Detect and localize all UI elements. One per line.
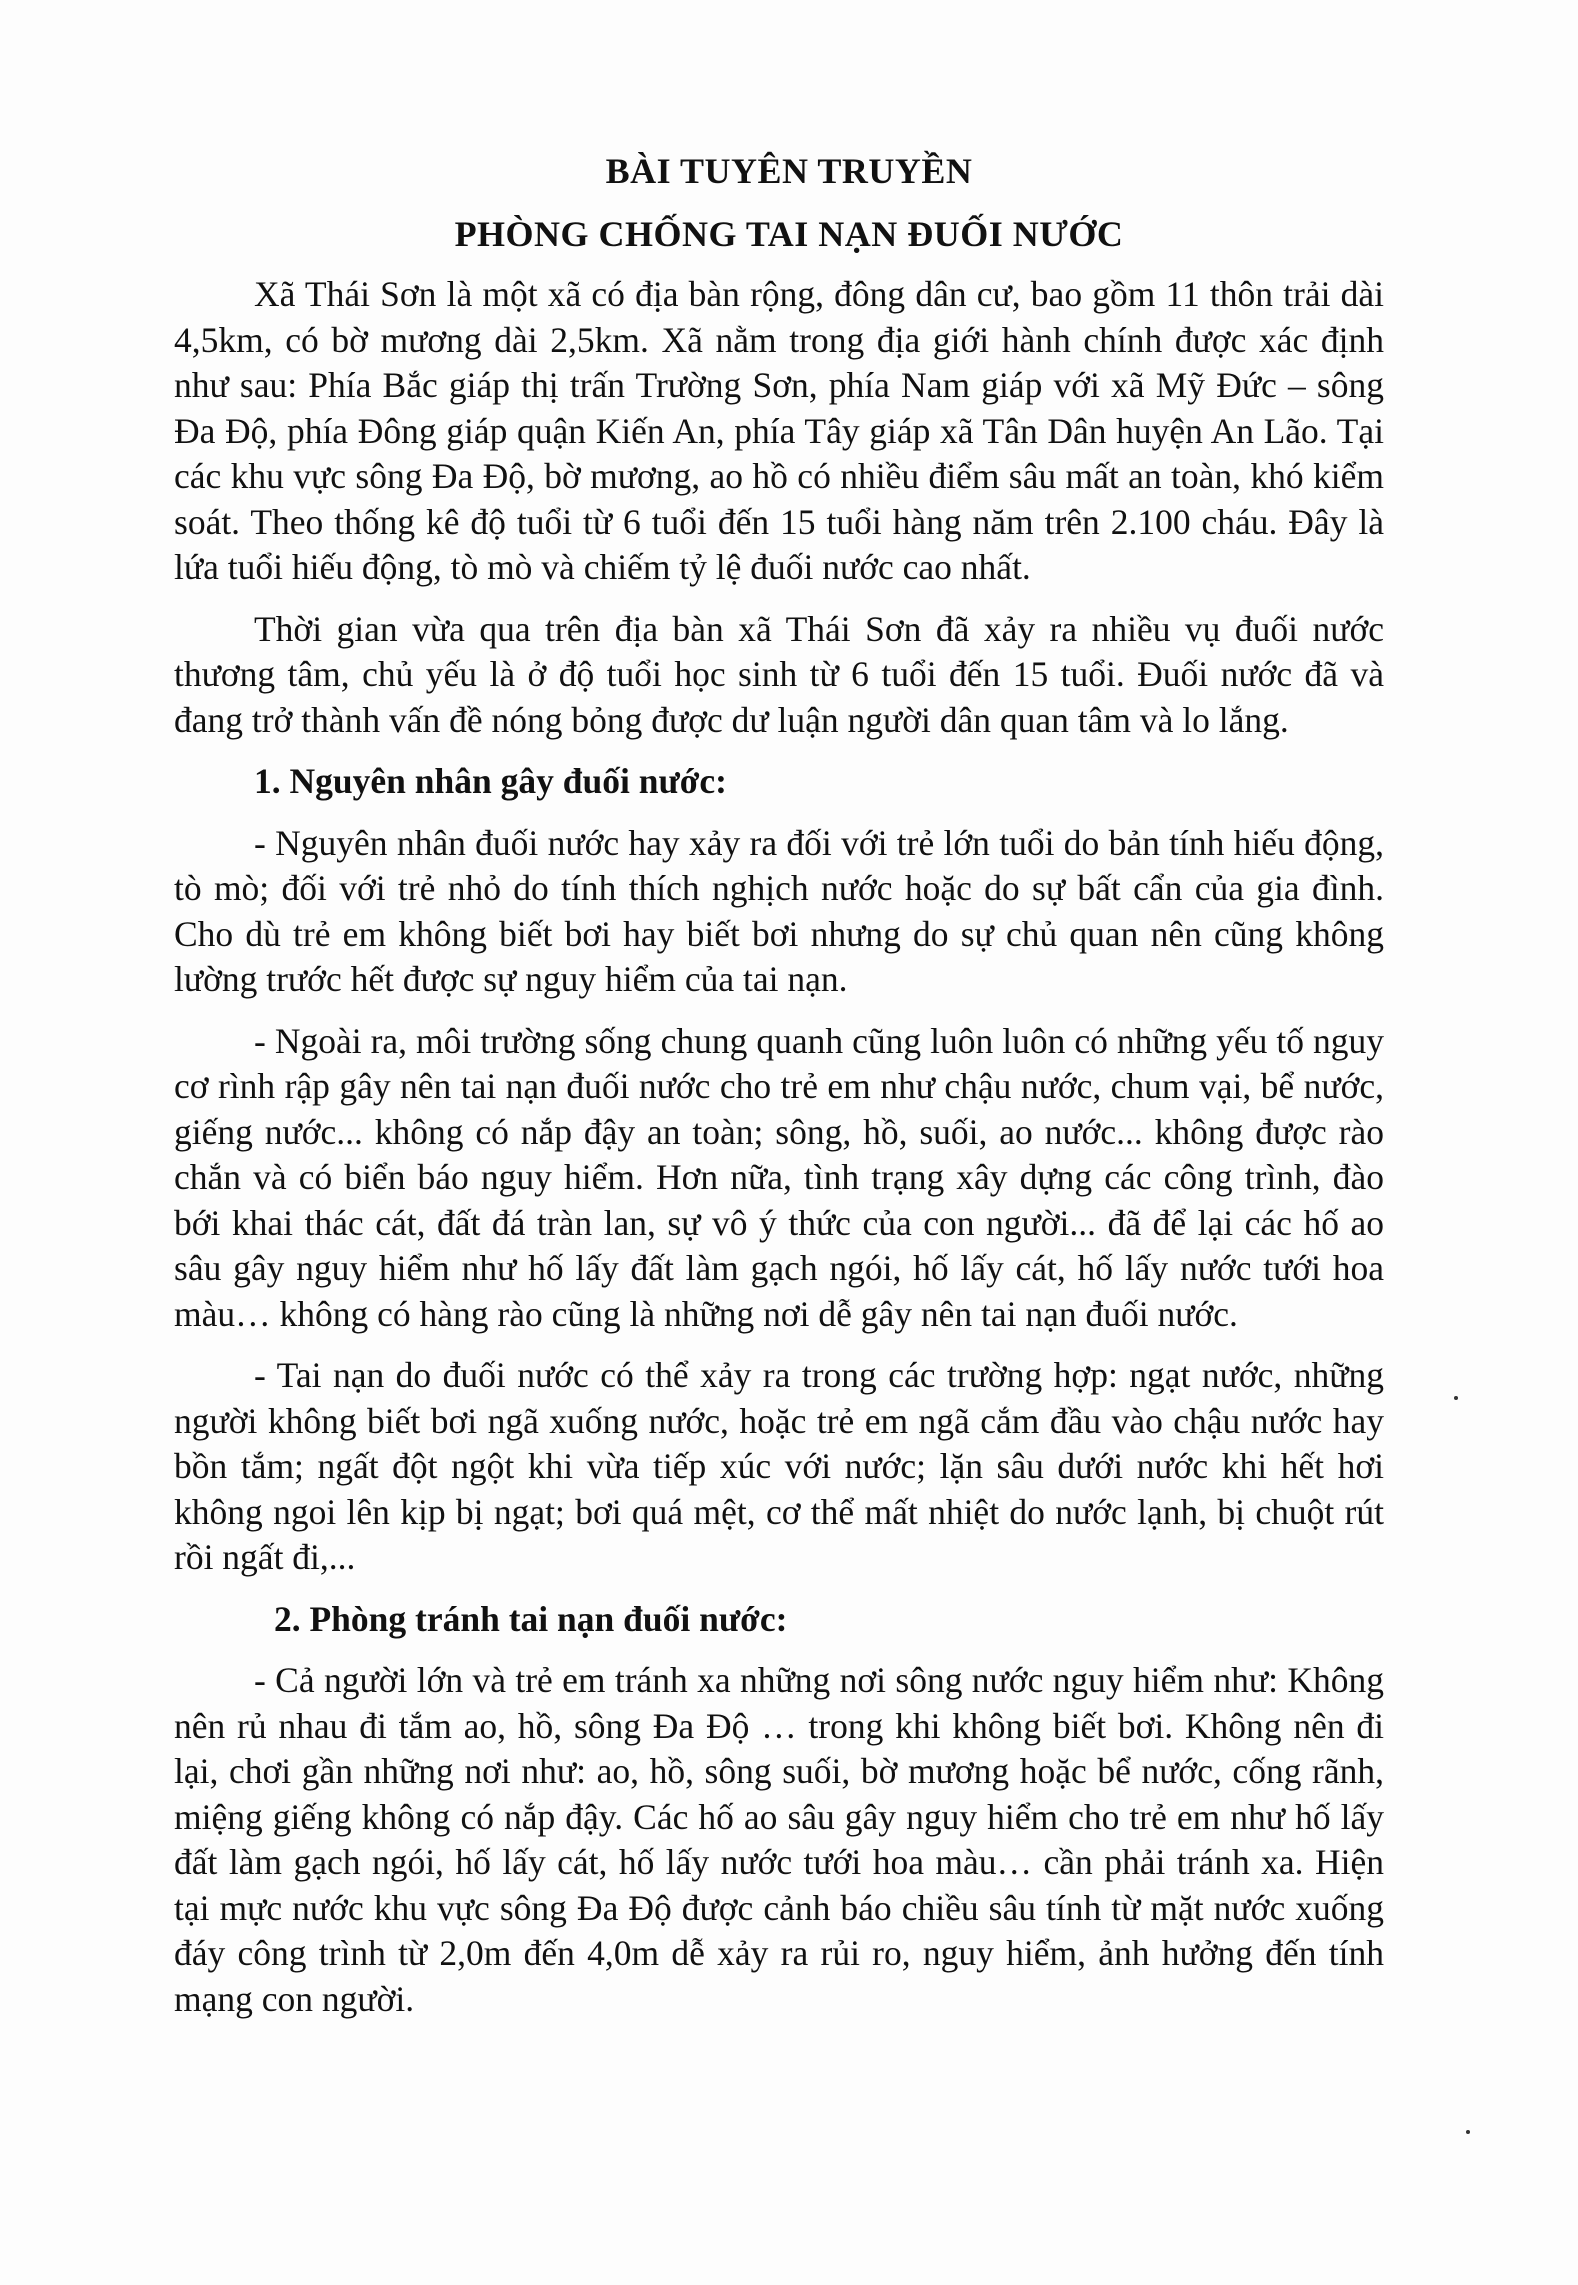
section-2-heading: 2. Phòng tránh tai nạn đuối nước: [274,1598,788,1639]
section-2-paragraph-1: - Cả người lớn và trẻ em tránh xa những nơi sông nước nguy hiểm như: Không nên rủ nhau đi tắm ao, hồ, sông Đa Độ … trong khi không biết bơi. Không nên đi lại, chơi gần những nơi như: ao, hồ, sông suối, bờ mương hoặc bể nước, cống rãnh, miệng giếng không có nắp đậy. Các hố ao sâu gây nguy hiểm cho trẻ em như hố lấy đất làm gạch ngói, hố lấy cát, hố lấy nước tưới hoa màu… cần phải tránh xa. Hiện tại mực nước khu vực sông Đa Độ được cảnh báo chiều sâu tính từ mặt nước xuống đáy công trình từ 2,0m đến 4,0m dễ xảy ra rủi ro, nguy hiểm, ảnh hưởng đến tính mạng con người. [174,1660,1384,2019]
intro-paragraph-1: Xã Thái Sơn là một xã có địa bàn rộng, đông dân cư, bao gồm 11 thôn trải dài 4,5km, có bờ mương dài 2,5km. Xã nằm trong địa giới hành chính được xác định như sau: Phía Bắc giáp thị trấn Trường Sơn, phía Nam giáp với xã Mỹ Đức – sông Đa Độ, phía Đông giáp quận Kiến An, phía Tây giáp xã Tân Dân huyện An Lão. Tại các khu vực sông Đa Độ, bờ mương, ao hồ có nhiều điểm sâu mất an toàn, khó kiểm soát. Theo thống kê độ tuổi từ 6 tuổi đến 15 tuổi hàng năm trên 2.100 cháu. Đây là lứa tuổi hiếu động, tò mò và chiếm tỷ lệ đuối nước cao nhất. [174,274,1384,587]
section-1-heading: 1. Nguyên nhân gây đuối nước: [254,761,727,801]
document-body [174,272,1384,2022]
document-title-line-2: PHÒNG CHỐNG TAI NẠN ĐUỐI NƯỚC [454,214,1124,254]
section-1-paragraph-1: - Nguyên nhân đuối nước hay xảy ra đối với trẻ lớn tuổi do bản tính hiếu động, tò mò; đối với trẻ nhỏ do tính thích nghịch nước hoặc do sự bất cẩn của gia đình. Cho dù trẻ em không biết bơi hay biết bơi nhưng do sự chủ quan nên cũng không lường trước hết được sự nguy hiểm của tai nạn. [174,822,1384,999]
scan-speck [1454,1396,1458,1400]
scan-speck [1466,2130,1470,2134]
section-1-paragraph-2: - Ngoài ra, môi trường sống chung quanh cũng luôn luôn có những yếu tố nguy cơ rình rập gây nên tai nạn đuối nước cho trẻ em như chậu nước, chum vại, bể nước, giếng nước... không có nắp đậy an toàn; sông, hồ, suối, ao nước... không được rào chắn và có biển báo nguy hiểm. Hơn nữa, tình trạng xây dựng các công trình, đào bới khai thác cát, đất đá tràn lan, sự vô ý thức của con người... đã để lại các hố ao sâu gây nguy hiểm như hố lấy đất làm gạch ngói, hố lấy cát, hố lấy nước tưới hoa màu… không có hàng rào cũng là những nơi dễ gây nên tai nạn đuối nước. [174,1020,1384,1334]
intro-paragraph-2: Thời gian vừa qua trên địa bàn xã Thái Sơn đã xảy ra nhiều vụ đuối nước thương tâm, chủ yếu là ở độ tuổi học sinh từ 6 tuổi đến 15 tuổi. Đuối nước đã và đang trở thành vấn đề nóng bỏng được dư luận người dân quan tâm và lo lắng. [174,608,1384,740]
document-title-line-1: BÀI TUYÊN TRUYỀN [605,151,973,191]
section-1-paragraph-3: - Tai nạn do đuối nước có thể xảy ra trong các trường hợp: ngạt nước, những người không biết bơi ngã xuống nước, hoặc trẻ em ngã cắm đầu vào chậu nước hay bồn tắm; ngất đột ngột khi vừa tiếp xúc với nước; lặn sâu dưới nước khi hết hơi không ngoi lên kịp bị ngạt; bơi quá mệt, cơ thể mất nhiệt do nước lạnh, bị chuột rút rồi ngất đi,... [174,1355,1384,1577]
